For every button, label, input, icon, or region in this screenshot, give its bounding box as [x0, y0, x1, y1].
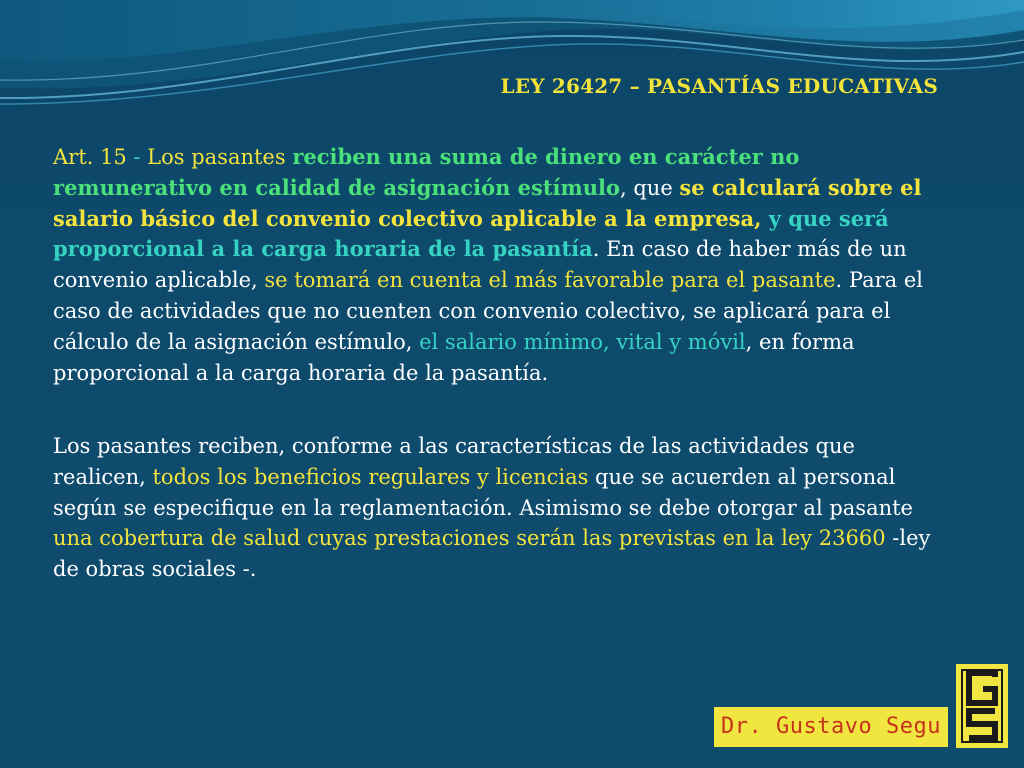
- gs-logo-letters: [959, 667, 1005, 745]
- text-run: , en forma proporcional a la carga horaria de la pasantía.: [53, 329, 855, 385]
- gs-logo: [956, 664, 1008, 748]
- text-run: Los pasantes reciben, conforme a las características de las actividades que realicen,: [53, 434, 855, 489]
- highlight-run: una cobertura de salud cuyas prestaciones serán las previstas en la ley 23660: [53, 526, 886, 551]
- highlight-run: reciben una suma de dinero en carácter no remunerativo en calidad de asignación estímulo: [53, 144, 800, 200]
- slide-title: LEY 26427 – PASANTÍAS EDUCATIVAS: [500, 74, 938, 98]
- text-run: Los pasantes: [147, 145, 293, 169]
- text-run: , que: [620, 175, 680, 200]
- highlight-run: se tomará en cuenta el más favorable para el pasante: [264, 268, 836, 293]
- article-paragraph: [53, 142, 943, 388]
- highlight-run: y que será proporcional a la carga horaria de la pasantía: [53, 205, 889, 262]
- text-run: -: [133, 145, 148, 169]
- highlight-run: todos los beneficios regulares y licencias: [152, 464, 589, 489]
- author-signature: Dr. Gustavo Segu: [714, 707, 948, 747]
- text-run: Art. 15: [53, 145, 134, 169]
- highlight-run: se calculará sobre el salario básico del convenio colectivo aplicable a la empresa,: [53, 174, 922, 231]
- text-run: . Para el caso de actividades que no cuenten con convenio colectivo, se aplicará para el cálculo de la asignación estímulo,: [53, 268, 923, 354]
- wave-banner: [0, 0, 1024, 120]
- text-run: -ley de obras sociales -.: [53, 526, 931, 582]
- text-run: que se acuerden al personal según se especifique en la reglamentación. Asimismo se debe otorgar al pasante: [53, 464, 913, 520]
- benefits-paragraph: [53, 431, 943, 585]
- highlight-run: el salario mínimo, vital y móvil: [419, 329, 746, 354]
- text-run: . En caso de haber más de un convenio aplicable,: [53, 237, 907, 293]
